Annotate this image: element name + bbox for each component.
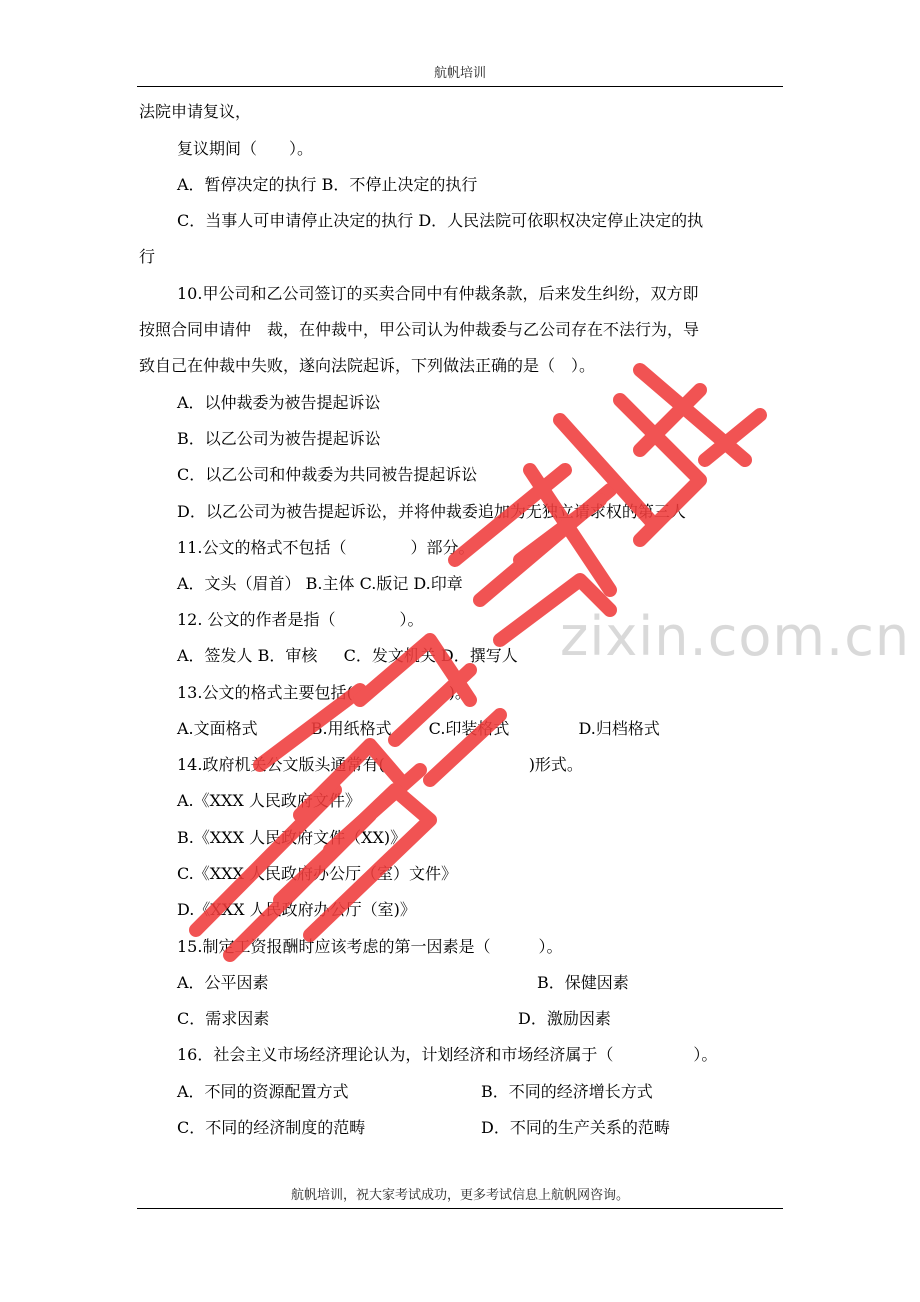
text-line: 13.公文的格式主要包括( )。 (177, 683, 471, 702)
text-line: 致自己在仲裁中失败，遂向法院起诉，下列做法正确的是（ ）。 (139, 356, 596, 375)
text-line: C.《XXX 人民政府办公厅（室）文件》 (177, 864, 458, 883)
site-watermark: zixin.com.cn (560, 605, 911, 668)
text-line: D.《XXX 人民政府办公厅（室)》 (177, 900, 416, 919)
text-line: A．签发人 B．审核 C．发文机关 D．撰写人 (177, 646, 518, 665)
text-line: B．以乙公司为被告提起诉讼 (177, 429, 381, 448)
text-line: A．暂停决定的执行 B．不停止决定的执行 (177, 175, 478, 194)
text-line: C．不同的经济制度的范畴 (177, 1118, 366, 1137)
text-line: D．激励因素 (518, 1009, 611, 1028)
text-line: A．不同的资源配置方式 (177, 1082, 349, 1101)
text-line: 法院申请复议， (139, 102, 252, 121)
text-line: D．不同的生产关系的范畴 (481, 1118, 670, 1137)
page-footer: 航帆培训，祝大家考试成功，更多考试信息上航帆网咨询。 (137, 1184, 783, 1209)
text-line: A.文面格式 B.用纸格式 C.印装格式 D.归档格式 (177, 719, 660, 738)
text-line: A．公平因素 (177, 973, 269, 992)
text-line: D．以乙公司为被告提起诉讼，并将仲裁委追加为无独立请求权的第三人 (177, 502, 686, 521)
text-line: C．当事人可申请停止决定的执行 D．人民法院可依职权决定停止决定的执 (177, 211, 704, 230)
text-line: 16．社会主义市场经济理论认为，计划经济和市场经济属于（ ）。 (177, 1045, 718, 1064)
text-line: B．保健因素 (537, 973, 629, 992)
text-line: 14.政府机关公文版头通常有( )形式。 (177, 755, 583, 774)
text-line: A．文头（眉首） B.主体 C.版记 D.印章 (177, 574, 463, 593)
text-line: C．以乙公司和仲裁委为共同被告提起诉讼 (177, 465, 478, 484)
text-line: 10.甲公司和乙公司签订的买卖合同中有仲裁条款，后来发生纠纷，双方即 (177, 284, 699, 303)
page-header: 航帆培训 (137, 62, 783, 87)
text-line: 复议期间（ ）。 (177, 139, 314, 158)
text-line: 15.制定工资报酬时应该考虑的第一因素是（ ）。 (177, 937, 563, 956)
text-line: 行 (139, 247, 156, 266)
text-line: C．需求因素 (177, 1009, 270, 1028)
text-line: 11.公文的格式不包括（ ）部分。 (177, 538, 475, 557)
text-line: A．以仲裁委为被告提起诉讼 (177, 393, 381, 412)
text-line: B．不同的经济增长方式 (481, 1082, 653, 1101)
text-line: B.《XXX 人民政府文件（XX)》 (177, 828, 407, 847)
text-line: 按照合同申请仲 裁，在仲裁中，甲公司认为仲裁委与乙公司存在不法行为，导 (139, 320, 700, 339)
text-line: A.《XXX 人民政府文件》 (177, 791, 361, 810)
text-line: 12. 公文的作者是指（ ）。 (177, 610, 424, 629)
